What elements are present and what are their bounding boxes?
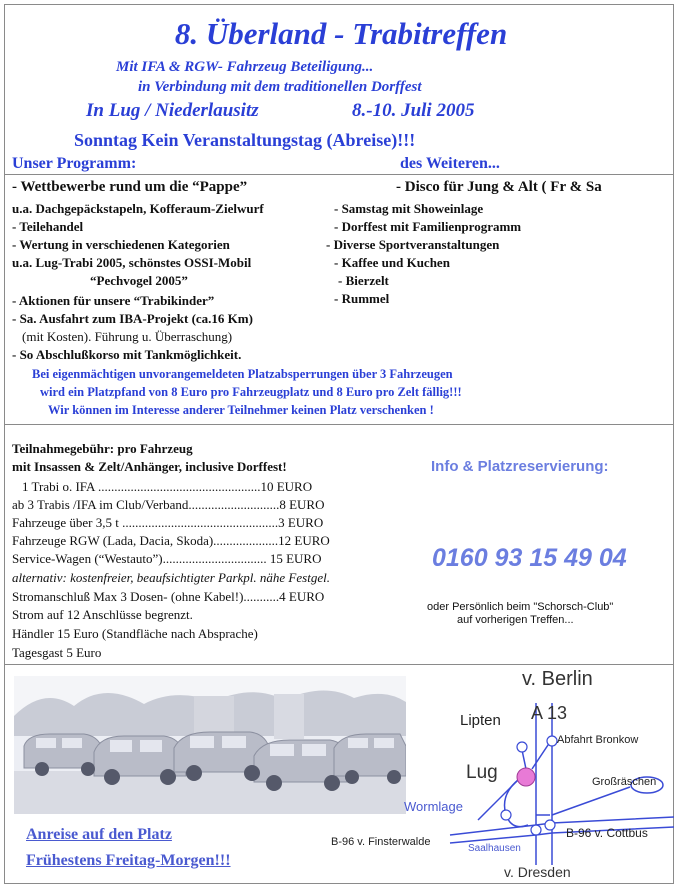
lipten-marker <box>517 742 527 752</box>
program-item: - Aktionen für unsere “Trabikinder” <box>12 293 215 308</box>
further-item: - Kaffee und Kuchen <box>334 255 450 270</box>
map-label-berlin: v. Berlin <box>522 668 593 690</box>
program-divider <box>5 174 673 175</box>
map-label-a13: A 13 <box>531 703 568 723</box>
road-lug-southwest <box>478 780 518 820</box>
map-label-wormlage: Wormlage <box>404 799 464 814</box>
program-item: “Pechvogel 2005” <box>90 273 188 288</box>
map-label-lipten: Lipten <box>460 712 501 729</box>
map-label-b96-west: B-96 v. Finsterwalde <box>331 836 431 848</box>
phone-number: 0160 93 15 49 04 <box>432 544 627 572</box>
program-item: - Sa. Ausfahrt zum IBA-Projekt (ca.16 Km) <box>12 311 253 326</box>
anreise-heading: Anreise auf den Platz <box>26 826 172 843</box>
fee-line: Fahrzeuge RGW (Lada, Dacia, Skoda)....................12 EURO <box>12 533 330 548</box>
warning-line: Bei eigenmächtigen unvorangemeldeten Platzabsperrungen über 3 Fahrzeugen <box>32 367 453 381</box>
further-item: - Rummel <box>334 291 390 306</box>
sunday-note: Sonntag Kein Veranstaltungstag (Abreise)!!! <box>74 130 416 150</box>
info-heading: Info & Platzreservierung: <box>431 458 609 475</box>
info-note: oder Persönlich beim "Schorsch-Club" <box>427 601 614 613</box>
program-item: u.a. Dachgepäckstapeln, Kofferaum-Zielwurf <box>12 201 264 216</box>
map-label-saalhausen: Saalhausen <box>468 843 521 854</box>
fee-line: Service-Wagen (“Westauto”)................................ 15 EURO <box>12 551 322 566</box>
fee-line: 1 Trabi o. IFA ..................................................10 EURO <box>22 479 313 494</box>
program-item: - Wertung in verschiedenen Kategorien <box>12 237 230 252</box>
page-title: 8. Überland - Trabitreffen <box>174 16 508 51</box>
fee-alternative: alternativ: kostenfreier, beaufsichtigter Parkpl. nähe Festgel. <box>12 570 330 585</box>
warning-divider <box>5 424 673 425</box>
road-lipten <box>522 750 526 769</box>
warning-line: Wir können im Interesse anderer Teilnehmer keinen Platz verschenken ! <box>48 403 434 417</box>
fee-heading: Teilnahmegebühr: pro Fahrzeug <box>12 441 193 456</box>
fee-line: Händler 15 Euro (Standfläche nach Absprache) <box>12 626 258 641</box>
subtitle-ifa: Mit IFA & RGW- Fahrzeug Beteiligung... <box>116 59 374 75</box>
location: In Lug / Niederlausitz <box>86 100 259 121</box>
further-item: - Diverse Sportveranstaltungen <box>326 237 500 252</box>
fee-line: Strom auf 12 Anschlüsse begrenzt. <box>12 607 193 622</box>
further-item: - Disco für Jung & Alt ( Fr & Sa <box>396 179 602 195</box>
bronkow-marker <box>547 736 557 746</box>
fee-line: Fahrzeuge über 3,5 t ................................................3 EURO <box>12 515 324 530</box>
program-item: - Teilehandel <box>12 219 84 234</box>
road-grossraeschen <box>552 787 630 815</box>
warning-line: wird ein Platzpfand von 8 Euro pro Fahrzeugplatz und 8 Euro pro Zelt fällig!!! <box>40 385 462 399</box>
fee-line: Tagesgast 5 Euro <box>12 645 102 660</box>
subtitle-dorffest: in Verbindung mit dem traditionellen Dorffest <box>138 79 422 95</box>
saalhausen-marker <box>531 825 541 835</box>
further-heading: des Weiteren... <box>400 155 500 172</box>
fee-line: Stromanschluß Max 3 Dosen- (ohne Kabel!)...........4 EURO <box>12 589 325 604</box>
anreise-time: Frühestens Freitag-Morgen!!! <box>26 852 231 869</box>
program-item: - So Abschlußkorso mit Tankmöglichkeit. <box>12 347 242 362</box>
program-item: u.a. Lug-Trabi 2005, schönstes OSSI-Mobil <box>12 255 252 270</box>
program-item: - Wettbewerbe rund um die “Pappe” <box>12 179 248 195</box>
fee-line: ab 3 Trabis /IFA im Club/Verband............................8 EURO <box>12 497 325 512</box>
map-label-dresden: v. Dresden <box>504 864 571 880</box>
program-heading: Unser Programm: <box>12 155 137 172</box>
junction-marker <box>545 820 555 830</box>
program-item: (mit Kosten). Führung u. Überraschung) <box>22 329 233 344</box>
wormlage-marker <box>501 810 511 820</box>
event-dates: 8.-10. Juli 2005 <box>352 100 475 121</box>
info-note: auf vorherigen Treffen... <box>457 614 574 626</box>
further-item: - Samstag mit Showeinlage <box>334 201 484 216</box>
lug-marker <box>517 768 535 786</box>
further-item: - Dorffest mit Familienprogramm <box>334 219 522 234</box>
map-label-lug: Lug <box>466 762 498 783</box>
map-label-grossraeschen: Großräschen <box>592 776 657 788</box>
map-label-bronkow: Abfahrt Bronkow <box>557 734 639 746</box>
map-label-b96-east: B-96 v. Cottbus <box>566 826 648 840</box>
fee-heading-sub: mit Insassen & Zelt/Anhänger, inclusive Dorffest! <box>12 459 287 474</box>
further-item: - Bierzelt <box>338 273 389 288</box>
